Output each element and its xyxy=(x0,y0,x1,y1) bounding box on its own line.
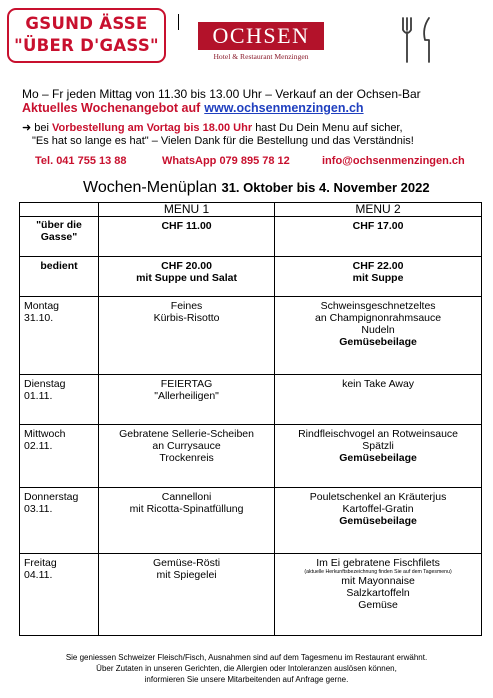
side-dish: Gemüsebeilage xyxy=(339,452,417,464)
day-name: Mittwoch xyxy=(24,428,66,440)
day-date: 02.11. xyxy=(24,440,53,452)
ochsen-logo xyxy=(198,22,324,61)
day-cell xyxy=(20,554,99,636)
divider xyxy=(178,14,179,30)
preorder-post: hast Du Dein Menu auf sicher, xyxy=(255,122,403,134)
weekly-offer xyxy=(22,101,364,115)
title-main: Wochen-Menüplan xyxy=(83,179,218,196)
table-row xyxy=(20,217,482,257)
dish-line: Im Ei gebratene Fischfilets xyxy=(316,557,440,569)
menu-2-dish xyxy=(275,488,482,554)
footer-line: Über Zutaten in unseren Gerichten, die Allergien oder Intoleranzen auslösen können, xyxy=(96,664,397,673)
price-menu-1: CHF 11.00 xyxy=(99,217,275,257)
dish-line: Pouletschenkel an Kräuterjus xyxy=(309,491,447,503)
menu-table xyxy=(19,202,482,636)
dish-line: mit Spiegelei xyxy=(156,569,217,581)
day-name: Montag xyxy=(24,300,60,312)
header-menu-1: MENU 1 xyxy=(99,203,275,217)
menu-2-dish xyxy=(275,375,482,425)
dish-line: mit Ricotta-Spinatfüllung xyxy=(129,503,244,515)
dish-line: Salzkartoffeln xyxy=(346,587,410,599)
day-date: 03.11. xyxy=(24,503,53,515)
dish-line: an Champignonrahmsauce xyxy=(315,312,442,324)
logo-name: OCHSEN xyxy=(198,22,324,50)
table-row xyxy=(20,554,482,636)
table-row xyxy=(20,488,482,554)
email-address[interactable]: info@ochsenmenzingen.ch xyxy=(322,155,465,167)
dish-line: "Allerheiligen" xyxy=(154,390,219,402)
price-menu-2 xyxy=(275,257,482,297)
row-label: "über die Gasse" xyxy=(20,217,99,257)
menu-1-dish xyxy=(99,425,275,488)
preorder-note xyxy=(22,121,403,134)
dish-line: Nudeln xyxy=(361,324,395,336)
thanks-note: "Es hat so lange es hat" – Vielen Dank für die Bestellung und das Verständnis! xyxy=(32,135,414,147)
footer-line: informieren Sie unsere Mitarbeitenden auf Anfrage gerne. xyxy=(144,675,349,684)
day-name: Dienstag xyxy=(24,378,66,390)
dish-line: an Currysauce xyxy=(152,440,221,452)
menu-1-dish xyxy=(99,297,275,375)
menu-2-dish xyxy=(275,297,482,375)
price-note: mit Suppe und Salat xyxy=(136,272,238,284)
dish-line: Gemüse-Rösti xyxy=(153,557,221,569)
table-row xyxy=(20,425,482,488)
offer-label: Aktuelles Wochenangebot auf xyxy=(22,101,201,115)
stamp-line-1: GSUND ÄSSE xyxy=(25,14,148,33)
table-row xyxy=(20,375,482,425)
arrow-right-icon: ➜ xyxy=(22,122,32,134)
preorder-highlight: Vorbestellung am Vortag bis 18.00 Uhr xyxy=(52,122,253,134)
fork-knife-icon xyxy=(398,16,438,69)
title-dates: 31. Oktober bis 4. November 2022 xyxy=(221,180,430,195)
day-cell xyxy=(20,297,99,375)
logo-subtitle: Hotel & Restaurant Menzingen xyxy=(213,52,309,61)
table-row xyxy=(20,297,482,375)
page-title xyxy=(83,179,430,197)
dish-line: FEIERTAG xyxy=(160,378,213,390)
menu-2-dish xyxy=(275,425,482,488)
day-cell xyxy=(20,425,99,488)
day-cell xyxy=(20,375,99,425)
price-menu-2: CHF 17.00 xyxy=(275,217,482,257)
day-date: 31.10. xyxy=(24,312,54,324)
dish-line: Spätzli xyxy=(362,440,394,452)
preorder-pre: bei xyxy=(34,122,49,134)
dish-line: Schweinsgeschnetzeltes xyxy=(320,300,436,312)
dish-line: Rindfleischvogel an Rotweinsauce xyxy=(298,428,459,440)
menu-1-dish xyxy=(99,375,275,425)
dish-line: Gemüse xyxy=(358,599,398,611)
day-date: 01.11. xyxy=(24,390,53,402)
menu-1-dish xyxy=(99,488,275,554)
opening-hours: Mo – Fr jeden Mittag von 11.30 bis 13.00 Uhr – Verkauf an der Ochsen-Bar xyxy=(22,87,421,101)
dish-line: Kartoffel-Gratin xyxy=(342,503,414,515)
menu-2-dish xyxy=(275,554,482,636)
footer-note xyxy=(0,652,493,685)
menu-1-dish xyxy=(99,554,275,636)
day-name: Donnerstag xyxy=(24,491,79,503)
side-dish: Gemüsebeilage xyxy=(339,336,417,348)
day-name: Freitag xyxy=(24,557,57,569)
table-row xyxy=(20,257,482,297)
header-menu-2: MENU 2 xyxy=(275,203,482,217)
phone-number[interactable]: Tel. 041 755 13 88 xyxy=(35,155,127,167)
day-date: 04.11. xyxy=(24,569,53,581)
price-note: mit Suppe xyxy=(352,272,404,284)
price-menu-1 xyxy=(99,257,275,297)
side-dish: Gemüsebeilage xyxy=(339,515,417,527)
price: CHF 20.00 xyxy=(161,260,212,272)
price: CHF 22.00 xyxy=(352,260,404,272)
footer-line: Sie geniessen Schweizer Fleisch/Fisch, Ausnahmen sind auf dem Tagesmenu im Restaurant erwähnt. xyxy=(65,653,428,662)
day-cell xyxy=(20,488,99,554)
dish-line: Cannelloni xyxy=(161,491,212,503)
website-link[interactable]: www.ochsenmenzingen.ch xyxy=(204,101,364,115)
row-label: bedient xyxy=(20,257,99,297)
dish-line: Kürbis-Risotto xyxy=(153,312,220,324)
dish-line: Gebratene Sellerie-Scheiben xyxy=(119,428,254,440)
dish-line: Feines xyxy=(170,300,203,312)
table-header-row xyxy=(20,203,482,217)
stamp-line-2: "ÜBER D'GASS" xyxy=(14,36,159,55)
gsund-aesse-stamp xyxy=(7,8,166,63)
header-empty xyxy=(20,203,99,217)
origin-note: (aktuelle Herkunftsbezeichnung finden Sie auf dem Tagesmenu) xyxy=(304,569,452,575)
dish-line: Trockenreis xyxy=(159,452,214,464)
dish-line: kein Take Away xyxy=(342,378,415,390)
whatsapp-number[interactable]: WhatsApp 079 895 78 12 xyxy=(162,155,290,167)
dish-line: mit Mayonnaise xyxy=(341,575,415,587)
